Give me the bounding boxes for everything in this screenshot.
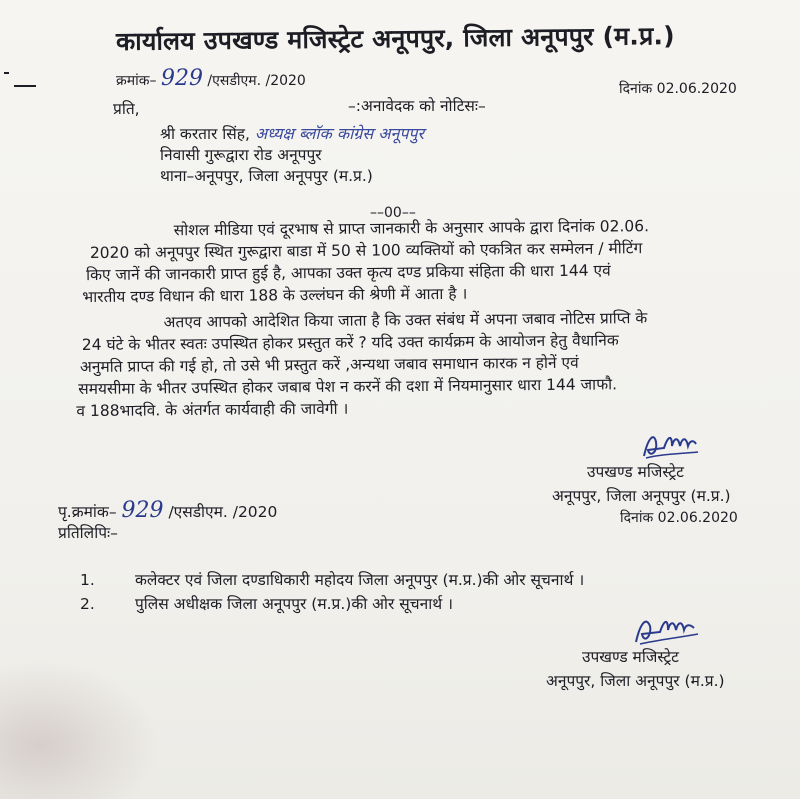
copy-item-text: पुलिस अधीक्षक जिला अनूपपुर (म.प्र.)की ओर सूचनार्थ । (134, 595, 453, 613)
copy-ref-prefix: पृ.क्रमांक– (58, 503, 117, 521)
signature-1-date: दिनांक 02.06.2020 (620, 510, 738, 526)
para2-line: 24 घंटे के भीतर स्वतः उपस्थित होकर प्रस्तुत करें ? यदि उक्त कार्यक्रम के आयोजन हेतु वैधानिक (81, 331, 619, 355)
margin-mark (14, 85, 36, 87)
copy-ref-number-handwritten: 929 (121, 498, 164, 523)
scan-smudge (0, 660, 160, 799)
para1-line: 2020 को अनूपपुर स्थित गुरूद्वारा बाडा में 50 से 100 व्यक्तियों को एकत्रित कर सम्मेलन / मीटिंग (89, 239, 643, 263)
reference-line (116, 66, 306, 91)
ref-number-handwritten: 929 (160, 66, 203, 91)
copy-item-2 (80, 592, 453, 614)
copy-item-1 (80, 568, 584, 590)
signature-1-designation: उपखण्ड मजिस्ट्रेट (587, 463, 684, 481)
notice-subject: –:अनावेदक को नोटिसः– (348, 97, 486, 115)
signature-2-designation: उपखण्ड मजिस्ट्रेट (582, 648, 679, 666)
office-title: कार्यालय उपखण्ड मजिस्ट्रेट अनूपपुर, जिला अनूपपुर (म.प्र.) (115, 21, 675, 56)
header-date: दिनांक 02.06.2020 (619, 81, 737, 97)
addressee-name-line (160, 122, 424, 144)
margin-mark (4, 72, 9, 74)
addressee-title-handwritten: अध्यक्ष ब्लॉक कांग्रेस अनूपपुर (254, 124, 425, 143)
paragraph-2 (76, 307, 649, 422)
copy-item-number: 2. (80, 595, 95, 613)
para1-line: किए जानें की जानकारी प्राप्त हुई है, आपका उक्त कृत्य दण्ड प्रकिया संहिता की धारा 144 एवं (86, 261, 611, 285)
prati-label: प्रति, (113, 100, 140, 118)
copy-label: प्रतिलिपिः– (58, 524, 118, 542)
signature-1-location: अनूपपुर, जिला अनूपपुर (म.प्र.) (552, 487, 731, 505)
addressee-address: निवासी गुरूद्वारा रोड अनूपपुर (160, 146, 322, 164)
para2-line: अनुमति प्राप्त की गई हो, तो उसे भी प्रस्तुत करें ,अन्यथा जबाव समाधान कारक न होनें एवं (79, 353, 579, 377)
para2-line: अतएव आपको आदेशित किया जाता है कि उक्त संबंध में अपना जबाव नोटिस प्राप्ति के (163, 309, 648, 332)
signature-2-location: अनूपपुर, जिला अनूपपुर (म.प्र.) (546, 672, 725, 690)
copy-reference-line (58, 498, 277, 523)
signature-2 (630, 612, 702, 648)
para2-line: समयसीमा के भीतर उपस्थित होकर जबाब पेश न करनें की दशा में नियमानुसार धारा 144 जाफौ. (78, 375, 618, 399)
separator: ––00–– (370, 205, 416, 221)
ref-prefix: क्रमांक– (116, 73, 157, 89)
copy-item-number: 1. (80, 571, 95, 589)
addressee-name: श्री करतार सिंह, (160, 125, 250, 143)
paragraph-1 (82, 215, 650, 308)
para2-line: व 188भादवि. के अंतर्गत कार्यवाही की जावेगी । (76, 399, 349, 421)
copy-item-text: कलेक्टर एवं जिला दण्डाधिकारी महोदय जिला अनूपपुर (म.प्र.)की ओर सूचनार्थ । (134, 571, 585, 589)
copy-ref-suffix: /एसडीएम. /2020 (168, 503, 278, 521)
addressee-police-station: थाना–अनूपपुर, जिला अनूपपुर (म.प्र.) (160, 167, 373, 185)
para1-line: भारतीय दण्ड विधान की धारा 188 के उल्लंघन की श्रेणी में आता है । (82, 284, 468, 307)
ref-suffix: /एसडीएम. /2020 (207, 73, 306, 89)
para1-line: सोशल मीडिया एवं दूरभाष से प्राप्त जानकारी के अनुसार आपके द्वारा दिनांक 02.06. (173, 217, 650, 240)
signature-1 (638, 428, 702, 462)
